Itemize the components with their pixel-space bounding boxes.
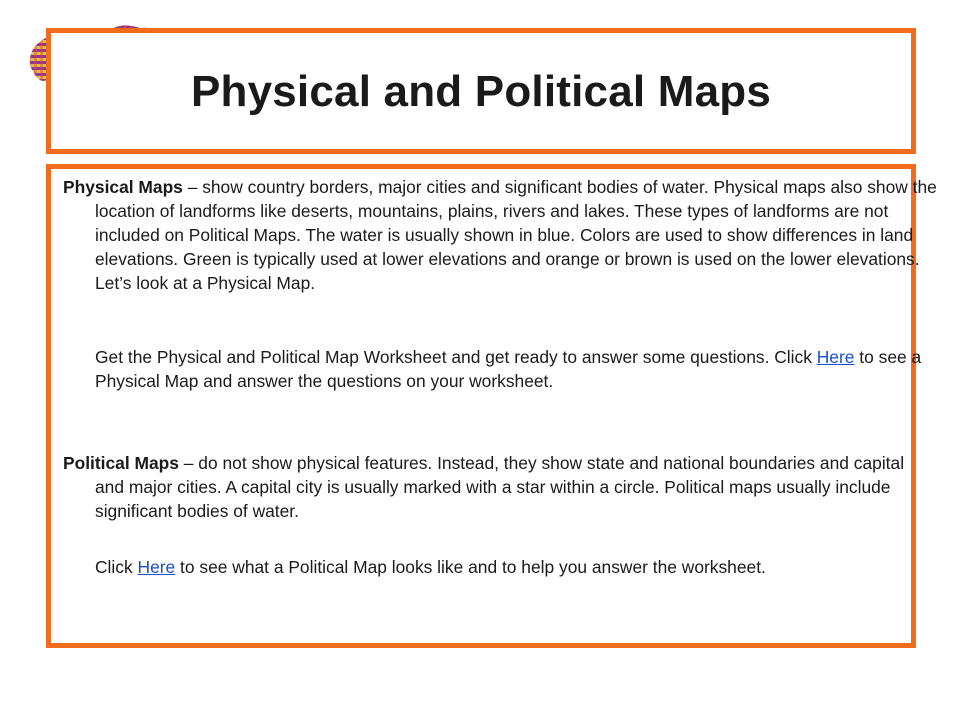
slide-title: Physical and Political Maps bbox=[190, 67, 772, 116]
political-task-text-before: Click bbox=[95, 557, 138, 577]
physical-maps-text: – show country borders, major cities and significant bodies of water. Physical maps also show the location of landforms like deserts, mountains, plains, rivers and lakes. These types of landforms are not included on Political Maps. The water is usually shown in blue. Colors are used to show differences in land elevations. Green is typically used at lower elevations and orange or brown is used on the lower elevations. Let’s look at a Physical Map. bbox=[95, 177, 937, 293]
political-maps-text: – do not show physical features. Instead, they show state and national boundaries and capital and major cities. A capital city is usually marked with a star within a circle. Political maps usually include significant bodies of water. bbox=[95, 453, 905, 521]
physical-maps-paragraph bbox=[63, 175, 937, 295]
political-maps-paragraph bbox=[63, 451, 937, 523]
content-box bbox=[46, 164, 937, 648]
political-task-text-after: to see what a Political Map looks like and to help you answer the worksheet. bbox=[175, 557, 766, 577]
physical-maps-heading: Physical Maps bbox=[63, 177, 183, 197]
political-map-link[interactable]: Here bbox=[137, 557, 176, 577]
political-task-paragraph bbox=[63, 555, 937, 579]
physical-task-text-after: to see a Physical Map and answer the questions on your worksheet. bbox=[95, 347, 922, 391]
physical-map-link[interactable]: Here bbox=[816, 347, 855, 367]
physical-task-text-before: Get the Physical and Political Map Worksheet and get ready to answer some questions. Click bbox=[95, 347, 817, 367]
title-box bbox=[46, 28, 916, 154]
political-maps-heading: Political Maps bbox=[63, 453, 179, 473]
physical-task-paragraph bbox=[63, 345, 937, 393]
